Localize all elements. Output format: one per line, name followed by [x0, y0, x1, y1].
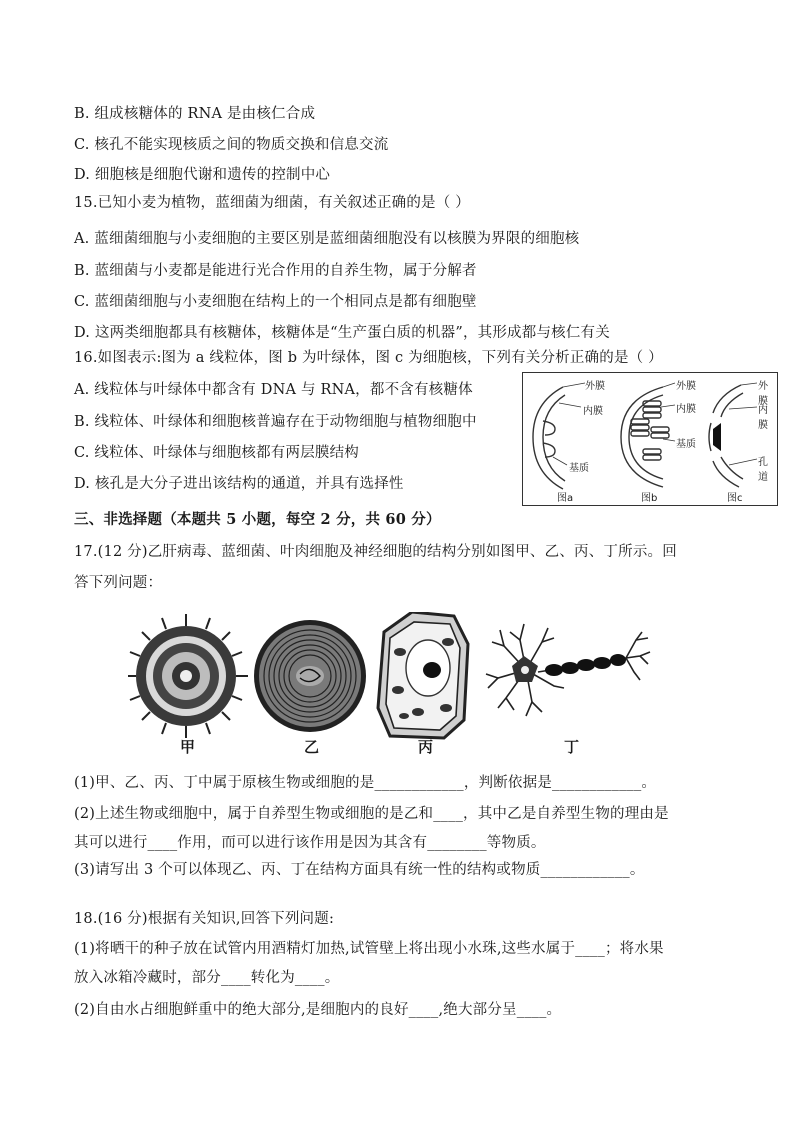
leaf-cell-illustration [378, 612, 468, 738]
label-bing: 丙 [418, 738, 434, 756]
chloroplast-outer-membrane [621, 387, 663, 487]
mito-inner-membrane [543, 395, 565, 481]
q17-stem-line1: 17.(12 分)乙肝病毒、蓝细菌、叶肉细胞及神经细胞的结构分别如图甲、乙、丙、丁所示。回 [74, 544, 677, 560]
cells-figure [128, 612, 664, 760]
q15-option-c: C. 蓝细菌细胞与小麦细胞在结构上的一个相同点是都有细胞壁 [74, 294, 477, 310]
caption-c: 图c [727, 493, 743, 504]
organelle-diagram [523, 373, 779, 507]
label-a-inner: 内膜 [583, 406, 603, 417]
cyanobacterium-illustration [254, 620, 366, 732]
label-jia: 甲 [180, 738, 196, 756]
label-b-matrix: 基质 [676, 439, 696, 450]
q16-option-d: D. 核孔是大分子进出该结构的通道，并具有选择性 [74, 476, 404, 492]
cells-diagram [128, 612, 664, 760]
q16-stem: 16.如图表示:图为 a 线粒体，图 b 为叶绿体，图 c 为细胞核，下列有关分析正确的是（ ） [74, 350, 663, 366]
label-a-outer: 外膜 [585, 381, 605, 392]
q18-sub1-line1: (1)将晒干的种子放在试管内用酒精灯加热,试管壁上将出现小水珠,这些水属于____；将水果 [74, 941, 664, 957]
label-a-matrix: 基质 [569, 463, 589, 474]
nuclear-pore [713, 423, 721, 451]
virus-illustration [128, 614, 248, 738]
q17-sub1: (1)甲、乙、丙、丁中属于原核生物或细胞的是____________，判断依据是____________。 [74, 775, 657, 791]
section3-heading: 三、非选择题（本题共 5 小题，每空 2 分，共 60 分） [74, 511, 441, 528]
label-ding: 丁 [564, 738, 580, 756]
q15-stem: 15.已知小麦为植物，蓝细菌为细菌，有关叙述正确的是（ ） [74, 195, 470, 211]
q14-option-d: D. 细胞核是细胞代谢和遗传的控制中心 [74, 167, 331, 183]
q16-option-c: C. 线粒体、叶绿体与细胞核都有两层膜结构 [74, 445, 359, 461]
caption-a: 图a [557, 493, 574, 504]
q17-sub2-line1: (2)上述生物或细胞中，属于自养型生物或细胞的是乙和____，其中乙是自养型生物的理由是 [74, 806, 669, 822]
q17-sub3: (3)请写出 3 个可以体现乙、丙、丁在结构方面具有统一性的结构或物质____________。 [74, 862, 645, 878]
label-c-pore: 孔道 [758, 457, 768, 483]
q18-stem: 18.(16 分)根据有关知识,回答下列问题: [74, 911, 335, 927]
q18-sub2: (2)自由水占细胞鲜重中的绝大部分,是细胞内的良好____,绝大部分呈____。 [74, 1002, 562, 1018]
label-b-inner: 内膜 [676, 404, 696, 415]
neuron-illustration [486, 624, 650, 716]
q15-option-d: D. 这两类细胞都具有核糖体，核糖体是“生产蛋白质的机器”，其形成都与核仁有关 [74, 325, 610, 341]
q16-option-a: A. 线粒体与叶绿体中都含有 DNA 与 RNA，都不含有核糖体 [74, 382, 473, 398]
mito-outer-membrane [533, 387, 563, 489]
q16-option-b: B. 线粒体、叶绿体和细胞核普遍存在于动物细胞与植物细胞中 [74, 414, 477, 430]
organelle-figure [522, 372, 778, 506]
q18-sub1-line2: 放入冰箱冷藏时，部分____转化为____。 [74, 970, 340, 986]
label-yi: 乙 [304, 738, 320, 756]
q14-option-c: C. 核孔不能实现核质之间的物质交换和信息交流 [74, 137, 389, 153]
q15-option-a: A. 蓝细菌细胞与小麦细胞的主要区别是蓝细菌细胞没有以核膜为界限的细胞核 [74, 231, 580, 247]
caption-b: 图b [641, 493, 658, 504]
q17-sub2-line2: 其可以进行____作用，而可以进行该作用是因为其含有________等物质。 [74, 835, 546, 851]
label-c-outer: 外膜 [758, 381, 768, 407]
label-b-outer: 外膜 [676, 381, 696, 392]
label-c-inner: 内膜 [758, 405, 768, 431]
q17-stem-line2: 答下列问题： [74, 575, 163, 591]
q14-option-b: B. 组成核糖体的 RNA 是由核仁合成 [74, 106, 316, 122]
q15-option-b: B. 蓝细菌与小麦都是能进行光合作用的自养生物，属于分解者 [74, 263, 477, 279]
